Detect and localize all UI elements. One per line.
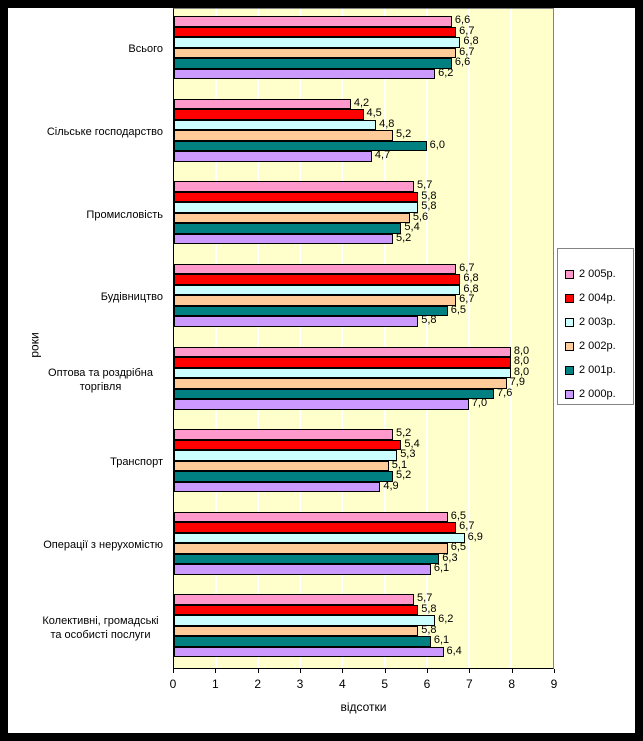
bar: [174, 295, 456, 306]
bar-row: [174, 615, 553, 626]
bar: [174, 615, 435, 626]
bar-row: [174, 96, 553, 110]
x-axis-title: відсотки: [340, 700, 387, 714]
bar-value-label: 5,6: [412, 210, 429, 223]
bar: [174, 37, 460, 48]
x-axis-tick: [385, 669, 386, 673]
bar-value-label: 6,5: [450, 303, 467, 316]
category-label-text: Всього: [128, 43, 163, 56]
bar-value-label: 6,6: [454, 14, 471, 26]
bar: [174, 109, 364, 120]
bar-value-label: 5,2: [395, 128, 412, 141]
bar-row: [174, 282, 553, 296]
category-label-text: Операції з нерухомістю: [43, 539, 163, 552]
legend-series-label: 2 002р.: [579, 340, 616, 352]
x-axis-tick-label: 6: [423, 677, 431, 691]
bar: [174, 647, 444, 658]
bar-value-label: 5,2: [395, 231, 412, 244]
bar-row: [174, 24, 553, 38]
x-axis-tick-label: 7: [465, 677, 473, 691]
category-label-text: Сільське господарство: [46, 125, 163, 138]
bar: [174, 450, 397, 461]
bar-row: [174, 551, 553, 565]
category-label: [8, 256, 163, 339]
bar-value-label: 4,9: [383, 479, 399, 492]
x-axis-tick: [554, 669, 555, 673]
bar: [174, 378, 507, 389]
category-label: [8, 586, 163, 669]
bar: [174, 120, 376, 131]
bar-row: [174, 450, 553, 461]
bar-value-label: 6,6: [454, 56, 471, 68]
x-axis-tick: [215, 669, 216, 673]
bar-value-label: 7,9: [509, 376, 525, 388]
bar-value-label: 6,0: [429, 138, 445, 151]
bar: [174, 554, 439, 565]
bar: [174, 48, 456, 59]
bar: [174, 471, 393, 482]
bar-value-label: 4,5: [366, 107, 382, 120]
bar-row: [174, 636, 553, 647]
chart-canvas: [8, 8, 635, 733]
bar-value-label: 6,1: [433, 562, 450, 575]
legend-series-label: 2 000р.: [579, 388, 616, 400]
bar-row: [174, 261, 553, 275]
category-label: [8, 173, 163, 256]
bar-row: [174, 231, 553, 245]
bar-row: [174, 58, 553, 69]
bar: [174, 399, 469, 410]
bar-row: [174, 458, 553, 472]
bar: [174, 234, 393, 245]
bar: [174, 440, 401, 451]
x-axis-tick-label: 4: [338, 677, 346, 691]
x-axis-tick-label: 2: [254, 677, 261, 691]
x-axis-tick: [258, 669, 259, 673]
bar-value-label: 6,5: [450, 509, 467, 522]
bar-row: [174, 274, 553, 285]
legend-swatch: [565, 318, 574, 327]
y-axis-title: роки: [27, 332, 42, 358]
bar: [174, 543, 448, 554]
x-axis-tick-label: 8: [508, 677, 515, 691]
bar-row: [174, 138, 553, 152]
legend-swatch: [565, 390, 574, 399]
legend-entry: [565, 358, 633, 382]
bar-row: [174, 471, 553, 482]
bar-value-label: 5,8: [421, 623, 437, 636]
category-label: [8, 91, 163, 174]
bar-value-label: 5,4: [404, 221, 420, 234]
bar-row: [174, 386, 553, 400]
bar: [174, 151, 372, 162]
legend-entry: [565, 334, 633, 358]
bar: [174, 316, 418, 327]
x-axis-tick-label: 9: [550, 677, 558, 691]
legend-series-label: 2 003р.: [579, 316, 616, 328]
bar-value-label: 6,2: [438, 66, 454, 79]
bar: [174, 626, 418, 637]
bar: [174, 202, 418, 213]
bar-value-label: 4,7: [374, 149, 391, 162]
bar: [174, 274, 460, 285]
bar: [174, 192, 418, 203]
bar-row: [174, 564, 553, 575]
legend-swatch: [565, 270, 574, 279]
bar-row: [174, 479, 553, 493]
bar-value-label: 5,8: [421, 189, 437, 202]
bar-row: [174, 37, 553, 48]
bar-value-label: 7,6: [497, 386, 513, 399]
x-axis-tick-label: 1: [211, 677, 219, 691]
bar: [174, 368, 511, 379]
bar-value-label: 5,2: [395, 469, 412, 482]
bar-row: [174, 429, 553, 440]
bar-row: [174, 181, 553, 192]
bar: [174, 130, 393, 141]
legend-entry: [565, 262, 633, 286]
bar: [174, 27, 456, 38]
bar-row: [174, 66, 553, 80]
bar-value-label: 6,7: [459, 293, 475, 306]
bar-row: [174, 210, 553, 224]
x-axis-tick: [173, 669, 174, 673]
bar-row: [174, 357, 553, 368]
bar-group: [174, 92, 553, 175]
bar-row: [174, 344, 553, 358]
legend-series-label: 2 001р.: [579, 364, 616, 376]
bar-value-label: 8,0: [513, 344, 530, 357]
bar-row: [174, 189, 553, 203]
bar: [174, 564, 431, 575]
bar-value-label: 5,3: [400, 448, 416, 461]
bar-group: [174, 257, 553, 340]
bar: [174, 636, 431, 647]
bar-value-label: 5,2: [395, 427, 412, 440]
bar: [174, 223, 401, 234]
bar-value-label: 6,7: [459, 520, 475, 533]
bar-value-label: 5,7: [417, 592, 433, 605]
bar: [174, 347, 511, 358]
bar: [174, 181, 414, 192]
category-label: [8, 504, 163, 587]
bar-value-label: 6,1: [433, 634, 450, 647]
x-axis-tick: [427, 669, 428, 673]
bar-value-label: 6,7: [459, 45, 475, 58]
bar: [174, 306, 448, 317]
bar-value-label: 5,1: [391, 458, 408, 471]
bar: [174, 264, 456, 275]
bar-row: [174, 522, 553, 533]
legend: [557, 248, 634, 405]
bar-value-label: 4,2: [353, 96, 370, 109]
legend-entry: [565, 286, 633, 310]
bar: [174, 389, 494, 400]
bar-value-label: 5,8: [421, 314, 437, 327]
legend-series-label: 2 005р.: [579, 268, 616, 280]
bar-row: [174, 202, 553, 213]
bar-row: [174, 530, 553, 544]
bar-value-label: 6,7: [459, 261, 475, 274]
legend-entry: [565, 382, 633, 406]
bar-row: [174, 543, 553, 554]
category-label-text: Оптова та роздрібна торгівля: [48, 366, 153, 393]
legend-swatch: [565, 294, 574, 303]
bar-row: [174, 295, 553, 306]
bar-value-label: 7,0: [471, 397, 488, 409]
bar-row: [174, 644, 553, 658]
bar-value-label: 6,8: [463, 35, 479, 47]
bar-row: [174, 16, 553, 27]
bar-value-label: 6,2: [438, 613, 454, 626]
bar-row: [174, 303, 553, 317]
bar: [174, 605, 418, 616]
bar: [174, 533, 465, 544]
bar-value-label: 5,4: [404, 437, 420, 450]
bar: [174, 461, 389, 472]
category-label-text: Промисловість: [86, 208, 163, 221]
legend-series-label: 2 004р.: [579, 292, 616, 304]
bar: [174, 522, 456, 533]
bar-row: [174, 602, 553, 616]
bar-row: [174, 509, 553, 523]
bar-group: [174, 422, 553, 505]
bar-value-label: 5,8: [421, 200, 437, 213]
bar: [174, 429, 393, 440]
bar-group: [174, 505, 553, 588]
category-label-text: Транспорт: [110, 456, 163, 469]
bar-row: [174, 399, 553, 410]
bar-row: [174, 623, 553, 637]
bar-value-label: 6,8: [463, 272, 479, 285]
bar: [174, 482, 380, 493]
bar-value-label: 6,3: [442, 551, 458, 564]
x-axis-tick: [469, 669, 470, 673]
plot-area: [173, 8, 554, 669]
legend-swatch: [565, 342, 574, 351]
bar-group: [174, 340, 553, 423]
bar-value-label: 6,7: [459, 24, 475, 37]
bar: [174, 58, 452, 69]
x-axis-tick: [342, 669, 343, 673]
category-label-text: Будівництво: [100, 291, 163, 304]
bar-row: [174, 45, 553, 59]
bar-value-label: 8,0: [513, 365, 530, 378]
x-axis-tick-label: 3: [296, 677, 304, 691]
bar-value-label: 5,7: [417, 179, 433, 192]
legend-swatch: [565, 366, 574, 375]
bar: [174, 213, 410, 224]
category-label-text: Колективні, громадські та особисті послуги: [42, 614, 159, 641]
bar: [174, 99, 351, 110]
bar-value-label: 6,9: [467, 530, 483, 543]
bar-value-label: 6,8: [463, 282, 479, 295]
legend-entry: [565, 310, 633, 334]
bar-value-label: 4,8: [379, 117, 395, 130]
bar-row: [174, 437, 553, 451]
bar: [174, 16, 452, 27]
bar-value-label: 8,0: [513, 355, 530, 367]
bar-row: [174, 223, 553, 234]
bar-row: [174, 151, 553, 162]
bar: [174, 285, 460, 296]
bar: [174, 512, 448, 523]
bar-row: [174, 365, 553, 379]
bar-row: [174, 117, 553, 131]
category-label: [8, 421, 163, 504]
bar-row: [174, 594, 553, 605]
bar-group: [174, 174, 553, 257]
bar-value-label: 5,8: [421, 602, 437, 615]
bar-value-label: 6,5: [450, 541, 467, 554]
bar-group: [174, 9, 553, 92]
bar-row: [174, 130, 553, 141]
category-label: [8, 8, 163, 91]
bar-row: [174, 109, 553, 120]
x-axis-tick: [512, 669, 513, 673]
bar: [174, 69, 435, 80]
x-axis-tick-label: 0: [169, 677, 177, 691]
bar: [174, 594, 414, 605]
bar-value-label: 6,4: [446, 644, 462, 657]
bar-group: [174, 587, 553, 670]
bar: [174, 357, 511, 368]
x-axis-tick-label: 5: [381, 677, 388, 691]
bar-row: [174, 316, 553, 327]
x-axis-tick: [300, 669, 301, 673]
